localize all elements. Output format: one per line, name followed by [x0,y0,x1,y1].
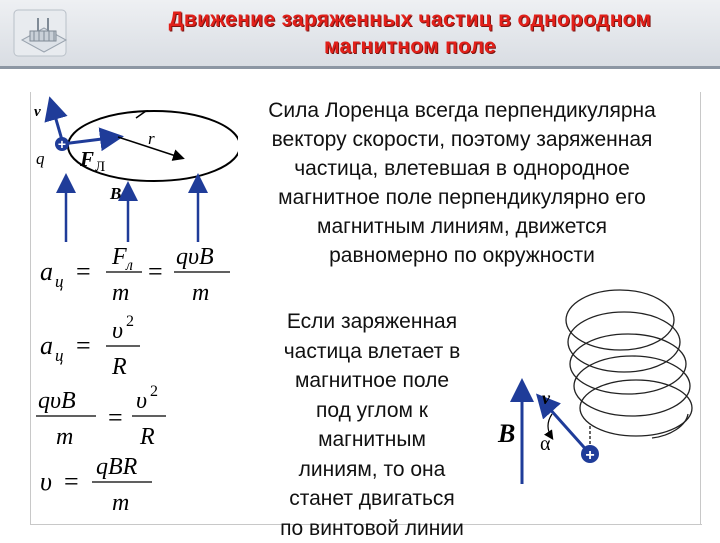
formula-denominator: R [111,354,127,380]
formulas-block [30,240,245,520]
charge-plus-sign: + [58,136,66,152]
angle-label: α [540,433,551,455]
text-line: магнитным [256,425,488,455]
formula-superscript: 2 [126,313,134,330]
header-divider [0,66,720,69]
velocity-label: v [34,104,41,120]
text-line: по винтовой линии [256,514,488,543]
text-line: линиям, то она [256,455,488,485]
text-line: станет двигаться [256,484,488,514]
field-label: B [497,419,515,448]
formula-numerator: υ [136,388,147,414]
formula-numerator: υ [112,318,123,344]
paragraph-helix [256,307,488,543]
formula-equals: = [148,257,163,286]
text-line: Сила Лоренца всегда перпендикулярна [232,96,692,125]
formula-denominator: m [112,490,129,516]
formula-equals: = [76,331,91,360]
text-line: магнитное поле [256,366,488,396]
formula-numerator: qυB [38,388,76,414]
paragraph-lorentz-circle [232,96,692,270]
formula-denominator: m [192,280,209,306]
formula-denominator: m [112,280,129,306]
formula-denominator: R [139,424,155,450]
text-line: равномерно по окружности [232,241,692,270]
charge-label: q [36,149,45,168]
formula-numerator: qυB [176,244,214,270]
force-label: F [79,147,94,171]
formula-subscript: ц [55,346,64,365]
formula-equals: = [108,403,123,432]
formula-denominator: m [56,424,73,450]
formula-superscript: 2 [150,383,158,400]
helix-coils [566,290,692,438]
title-line-2: магнитном поле [100,33,720,60]
field-label: B [109,184,121,203]
formula-lhs: υ [40,467,52,496]
text-line: магнитным линиям, движется [232,212,692,241]
text-line: под углом к [256,396,488,426]
formula-equals: = [76,257,91,286]
text-line: частица, влетевшая в однородное [232,154,692,183]
formula-subscript: л [125,257,133,274]
text-line: магнитное поле перпендикулярно его [232,183,692,212]
velocity-arrow [51,102,62,140]
radius-label: r [148,129,155,148]
formula-numerator: F [111,244,127,270]
force-subscript: Л [95,159,105,175]
text-line: Если заряженная [256,307,488,337]
formula-equals: = [64,467,79,496]
charge-plus-sign: + [585,447,594,464]
formula-lhs: a [40,331,53,360]
text-line: вектору скорости, поэтому заряженная [232,125,692,154]
velocity-label: v [542,388,551,408]
formula-lhs: a [40,257,53,286]
text-line: частица влетает в [256,337,488,367]
formula-subscript: ц [55,272,64,291]
circular-motion-diagram [28,94,238,246]
university-logo-icon [8,4,100,66]
formula-numerator: qBR [96,454,138,480]
title-line-1: Движение заряженных частиц в однородном [100,6,720,33]
slide-title [100,6,720,60]
orbit-direction-arrow [134,111,146,118]
helix-motion-diagram [492,288,702,488]
